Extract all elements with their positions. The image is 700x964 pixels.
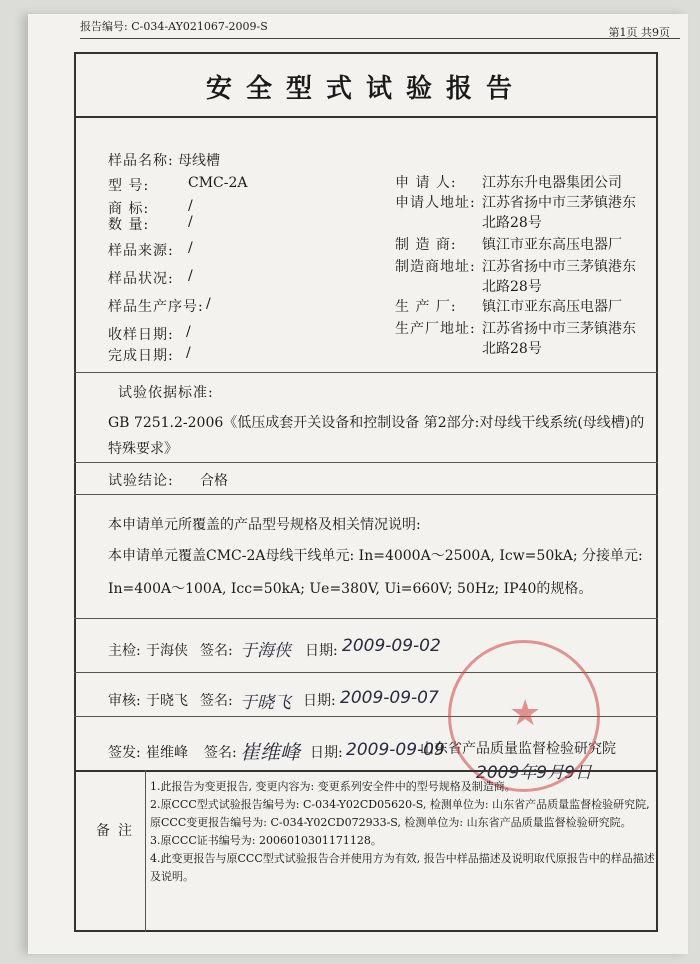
- remarks-column-divider: [145, 770, 146, 932]
- factory-address-line2: 北路28号: [482, 341, 542, 357]
- reviewer-label: 审核:: [108, 693, 141, 709]
- remark-item: 1.此报告为变更报告, 变更内容为: 变更系列安全件中的型号规格及制造商。: [150, 780, 516, 793]
- applicant-address-label: 申请人地址:: [395, 195, 476, 211]
- remark-item: 4.此变更报告与原CCC型式试验报告合并使用方为有效, 报告中样品描述及说明取代原报告中的样品描述及说明。: [150, 852, 655, 883]
- inspector-sign-label: 签名:: [200, 643, 233, 659]
- reviewer-date: 2009-09-07: [340, 688, 439, 708]
- maker-address-line2: 北路28号: [482, 279, 542, 295]
- applicant-value: 江苏东升电器集团公司: [482, 175, 622, 191]
- standard-label: 试验依据标准:: [118, 385, 214, 401]
- applicant-address-line1: 江苏省扬中市三茅镇港东: [482, 195, 636, 211]
- complete-date-value: /: [186, 345, 191, 361]
- factory-label: 生 产 厂:: [395, 299, 457, 315]
- issuer-date-label: 日期:: [310, 745, 343, 761]
- report-title: 安全型式试验报告: [205, 74, 526, 104]
- divider: [74, 618, 658, 619]
- issuer-label: 签发:: [108, 745, 141, 761]
- factory-address-label: 生产厂地址:: [395, 321, 476, 337]
- sample-serial-label: 样品生产序号:: [108, 299, 204, 315]
- reviewer-date-label: 日期:: [303, 693, 336, 709]
- sample-qty-label: 数 量:: [108, 217, 150, 233]
- maker-address-label: 制造商地址:: [395, 259, 476, 275]
- reviewer-signature: 于晓飞: [240, 693, 291, 713]
- sample-name-label: 样品名称:: [108, 153, 174, 169]
- divider: [74, 372, 658, 373]
- institute-name: 山东省产品质量监督检验研究院: [420, 741, 616, 757]
- sample-model-label: 型 号:: [108, 178, 150, 194]
- sample-qty-value: /: [188, 214, 193, 230]
- divider: [74, 462, 658, 463]
- sample-source-value: /: [188, 240, 193, 256]
- divider: [74, 116, 658, 118]
- divider: [74, 494, 658, 495]
- sample-brand-value: /: [188, 198, 193, 214]
- remark-item: 3.原CCC证书编号为: 2006010301171128。: [150, 834, 382, 847]
- description-text: 本申请单元覆盖CMC-2A母线干线单元: In=4000A～2500A, Icw=50kA; 分接单元: In=400A～100A, Icc=50kA; Ue=380V, Ui=660V; 50Hz; IP40的规格。: [108, 548, 643, 597]
- inspector-name: 于海侠: [146, 643, 188, 659]
- maker-value: 镇江市亚东高压电器厂: [482, 237, 622, 253]
- standard-text: GB 7251.2-2006《低压成套开关设备和控制设备 第2部分:对母线干线系统(母线槽)的特殊要求》: [108, 415, 645, 457]
- conclusion-label: 试验结论:: [108, 473, 174, 489]
- factory-value: 镇江市亚东高压电器厂: [482, 299, 622, 315]
- seal-star-icon: ★: [509, 693, 542, 734]
- sample-serial-value: /: [206, 296, 211, 312]
- receive-date-value: /: [186, 324, 191, 340]
- applicant-label: 申 请 人:: [395, 175, 457, 191]
- sample-brand-label: 商 标:: [108, 201, 150, 217]
- inspector-date: 2009-09-02: [342, 636, 441, 656]
- issue-date: 2009年9月9日: [476, 763, 592, 783]
- reviewer-sign-label: 签名:: [200, 693, 233, 709]
- sample-status-label: 样品状况:: [108, 271, 174, 287]
- maker-address-line1: 江苏省扬中市三茅镇港东: [482, 259, 636, 275]
- inspector-signature: 于海侠: [240, 641, 291, 661]
- issuer-name: 崔维峰: [146, 745, 188, 761]
- header-rule: [80, 38, 680, 39]
- issuer-sign-label: 签名:: [204, 745, 237, 761]
- maker-label: 制 造 商:: [395, 237, 457, 253]
- conclusion-value: 合格: [200, 473, 228, 489]
- sample-status-value: /: [188, 268, 193, 284]
- inspector-label: 主检:: [108, 643, 141, 659]
- inspector-date-label: 日期:: [305, 643, 338, 659]
- receive-date-label: 收样日期:: [108, 327, 174, 343]
- reviewer-name: 于晓飞: [146, 693, 188, 709]
- remarks-list: [150, 778, 660, 886]
- factory-address-line1: 江苏省扬中市三茅镇港东: [482, 321, 636, 337]
- remark-item: 2.原CCC型式试验报告编号为: C-034-Y02CD05620-S, 检测单位为: 山东省产品质量监督检验研究院, 原CCC变更报告编号为: C-034-Y02CD072933-S, 检测单位为: 山东省产品质量监督检验研究院。: [150, 798, 650, 829]
- applicant-address-line2: 北路28号: [482, 215, 542, 231]
- description-heading: 本申请单元所覆盖的产品型号规格及相关情况说明:: [108, 517, 421, 533]
- sample-name-value: 母线槽: [178, 153, 220, 169]
- page-indicator: 第1页 共9页: [608, 26, 670, 39]
- complete-date-label: 完成日期:: [108, 348, 174, 364]
- divider: [74, 770, 658, 772]
- issuer-signature: 崔维峰: [240, 740, 300, 764]
- remarks-label: 备注: [96, 823, 140, 839]
- sample-model-value: CMC-2A: [188, 175, 248, 191]
- sample-source-label: 样品来源:: [108, 243, 174, 259]
- issuer-date: 2009-09-09: [346, 740, 445, 760]
- report-number: 报告编号: C-034-AY021067-2009-S: [80, 20, 268, 33]
